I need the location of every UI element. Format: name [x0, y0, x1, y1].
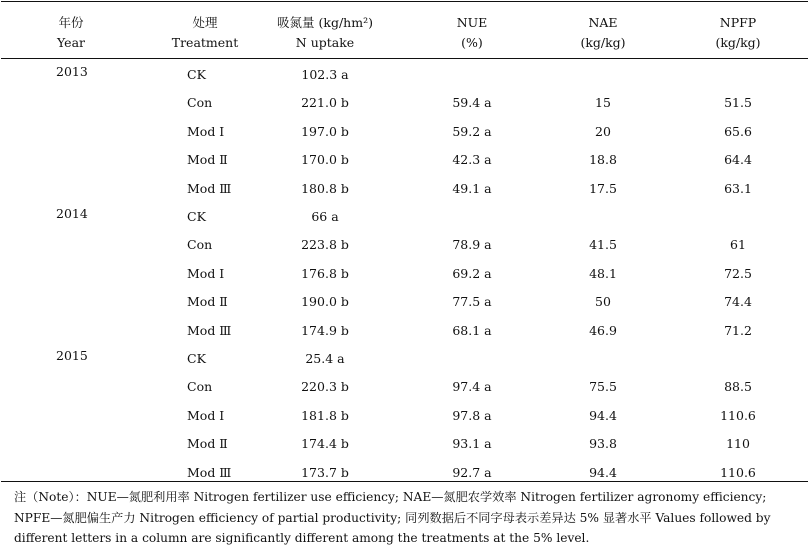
header-treatment [160, 13, 250, 53]
n-uptake-cell: 223.8 b [301, 237, 349, 253]
header-nue-name: NUE [456, 15, 488, 30]
npfp-cell: 110.6 [720, 407, 756, 423]
treatment-cell: Mod Ⅲ [187, 464, 232, 480]
treatment-cell: CK [187, 351, 206, 366]
nae-cell: 41.5 [589, 237, 617, 253]
header-rule [1, 58, 808, 59]
nue-cell: 49.1 a [452, 180, 492, 196]
nae-cell: 50 [595, 294, 611, 310]
nue-cell: 77.5 a [452, 294, 492, 310]
bottom-rule [1, 481, 808, 482]
header-nae [563, 13, 643, 53]
npfp-cell: 72.5 [724, 265, 752, 281]
header-nae-name: NAE [588, 15, 618, 30]
year-label: 2015 [56, 348, 88, 363]
treatment-cell: CK [187, 67, 206, 82]
header-npfp-name: NPFP [719, 15, 757, 30]
npfp-cell: 74.4 [724, 294, 752, 310]
treatment-cell: Con [187, 237, 213, 253]
nue-cell: 69.2 a [452, 265, 492, 281]
treatment-cell: CK [187, 209, 206, 224]
n-uptake-cell: 173.7 b [301, 464, 349, 480]
header-treatment-en: Treatment [171, 35, 239, 50]
npfp-cell: 65.6 [724, 123, 752, 139]
treatment-cell: Mod Ⅲ [187, 180, 232, 196]
n-uptake-cell: 221.0 b [301, 95, 349, 111]
npfp-cell: 61 [730, 237, 746, 253]
npfp-cell: 51.5 [724, 95, 752, 111]
header-year [36, 13, 106, 53]
treatment-cell: Mod Ⅰ [187, 265, 225, 281]
table-note [14, 487, 804, 549]
note-text: 注（Note）：NUE—氮肥利用率 Nitrogen fertilizer use efficiency; NAE—氮肥农学效率 Nitrogen fertilizer agronomy efficiency; NPFE—氮肥偏生产力 Nitrogen efficiency of partial productivity; 同列数据后不同字母表示差异达 5% 显著水平 Values followed by different letters in a column are significantly different among the treatments at the 5% level. [14, 490, 771, 545]
n-uptake-cell: 25.4 a [305, 351, 345, 366]
npfp-cell: 110 [726, 436, 750, 452]
nue-cell: 97.4 a [452, 379, 492, 395]
header-n-uptake [260, 13, 390, 53]
nae-cell: 93.8 [589, 436, 617, 452]
nae-cell: 15 [595, 95, 611, 111]
npfp-cell: 88.5 [724, 379, 752, 395]
n-uptake-cell: 190.0 b [301, 294, 349, 310]
npfp-cell: 63.1 [724, 180, 752, 196]
nue-cell: 78.9 a [452, 237, 492, 253]
nue-cell: 59.2 a [452, 123, 492, 139]
treatment-cell: Mod Ⅰ [187, 123, 225, 139]
npfp-cell: 64.4 [724, 152, 752, 168]
npfp-cell: 110.6 [720, 464, 756, 480]
header-n-uptake-en: N uptake [295, 35, 355, 50]
nae-cell: 18.8 [589, 152, 617, 168]
header-nue [432, 13, 512, 53]
treatment-cell: Mod Ⅲ [187, 322, 232, 338]
n-uptake-cell: 102.3 a [301, 67, 349, 82]
n-uptake-cell: 180.8 b [301, 180, 349, 196]
header-treatment-cn: 处理 [192, 15, 218, 30]
header-year-cn: 年份 [58, 15, 84, 30]
header-npfp [698, 13, 778, 53]
nae-cell: 17.5 [589, 180, 617, 196]
treatment-cell: Mod Ⅱ [187, 294, 228, 310]
treatment-cell: Mod Ⅱ [187, 436, 228, 452]
nae-cell: 20 [595, 123, 611, 139]
treatment-cell: Mod Ⅱ [187, 152, 228, 168]
nae-cell: 94.4 [589, 407, 617, 423]
nue-cell: 93.1 a [452, 436, 492, 452]
nae-cell: 75.5 [589, 379, 617, 395]
nue-cell: 92.7 a [452, 464, 492, 480]
header-npfp-unit: (kg/kg) [715, 35, 761, 50]
treatment-cell: Con [187, 95, 213, 111]
header-nae-unit: (kg/kg) [580, 35, 626, 50]
nue-cell: 97.8 a [452, 407, 492, 423]
header-year-en: Year [57, 35, 85, 50]
header-nue-unit: (%) [461, 35, 483, 50]
year-label: 2014 [56, 206, 88, 221]
n-uptake-cell: 181.8 b [301, 407, 349, 423]
n-uptake-cell: 174.9 b [301, 322, 349, 338]
nae-cell: 48.1 [589, 265, 617, 281]
n-uptake-cell: 220.3 b [301, 379, 349, 395]
treatment-cell: Con [187, 379, 213, 395]
top-rule [1, 1, 808, 2]
header-n-uptake-cn: 吸氮量 (kg/hm²) [277, 15, 373, 30]
year-label: 2013 [56, 64, 88, 79]
npfp-cell: 71.2 [724, 322, 752, 338]
nue-cell: 59.4 a [452, 95, 492, 111]
nue-cell: 68.1 a [452, 322, 492, 338]
treatment-cell: Mod Ⅰ [187, 407, 225, 423]
nae-cell: 46.9 [589, 322, 617, 338]
n-uptake-cell: 170.0 b [301, 152, 349, 168]
nue-cell: 42.3 a [452, 152, 492, 168]
n-uptake-cell: 176.8 b [301, 265, 349, 281]
n-uptake-cell: 197.0 b [301, 123, 349, 139]
n-uptake-cell: 174.4 b [301, 436, 349, 452]
n-uptake-cell: 66 a [311, 209, 339, 224]
nae-cell: 94.4 [589, 464, 617, 480]
